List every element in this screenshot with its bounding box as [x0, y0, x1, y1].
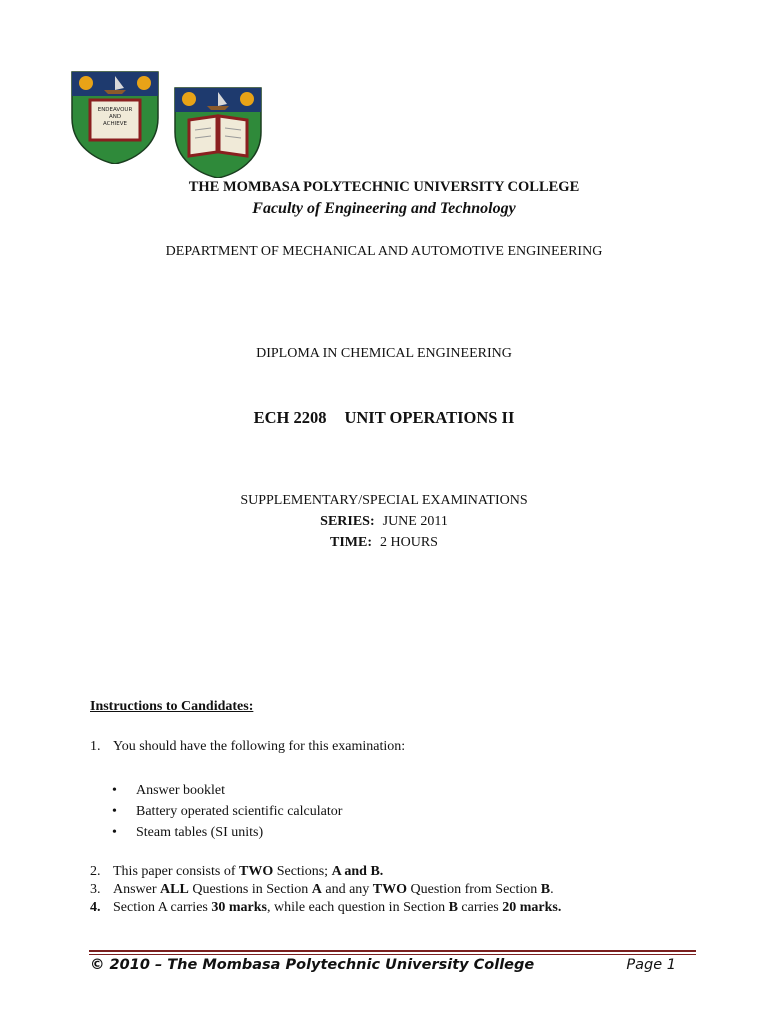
university-name: THE MOMBASA POLYTECHNIC UNIVERSITY COLLEGE [188, 179, 580, 195]
list-item: • Steam tables (SI units) [112, 825, 264, 840]
series-label: SERIES: [320, 514, 375, 529]
footer-divider [89, 950, 696, 952]
svg-text:ACHIEVE: ACHIEVE [103, 121, 127, 127]
course-title: UNIT OPERATIONS II [344, 408, 515, 427]
course-code: ECH 2208 [253, 408, 327, 427]
instructions-title: Instructions to Candidates: [90, 699, 254, 714]
course-heading [0, 408, 768, 428]
exam-time [0, 535, 768, 551]
time-label: TIME: [330, 535, 373, 550]
svg-text:AND: AND [108, 114, 122, 120]
time-value: 2 HOURS [380, 535, 438, 550]
svg-text:ENDEAVOUR: ENDEAVOUR [97, 107, 133, 113]
list-item: • Battery operated scientific calculator [112, 804, 343, 819]
instruction-item-2: 2. This paper consists of TWO Sections; A and B. [90, 864, 384, 879]
series-value: JUNE 2011 [382, 514, 448, 529]
page-number: Page 1 [626, 957, 676, 973]
department-name: DEPARTMENT OF MECHANICAL AND AUTOMOTIVE ENGINEERING [165, 244, 603, 259]
instruction-item-3: 3. Answer ALL Questions in Section A and any TWO Question from Section B. [90, 882, 554, 897]
program-name: DIPLOMA IN CHEMICAL ENGINEERING [256, 346, 512, 361]
faculty-name: Faculty of Engineering and Technology [252, 200, 516, 217]
exam-type: SUPPLEMENTARY/SPECIAL EXAMINATIONS [240, 493, 528, 508]
requirements-list [112, 780, 342, 843]
list-item: • Answer booklet [112, 783, 226, 798]
instruction-item-1: 1. You should have the following for this examination: [90, 739, 406, 754]
college-crest-logo-open-book [173, 86, 263, 178]
footer-divider-thin [89, 954, 696, 955]
college-crest-logo [70, 70, 160, 164]
exam-series [0, 514, 768, 530]
instruction-item-4: 4. Section A carries 30 marks, while each question in Section B carries 20 marks. [90, 900, 562, 915]
footer-copyright: © 2010 – The Mombasa Polytechnic University College [90, 957, 535, 973]
